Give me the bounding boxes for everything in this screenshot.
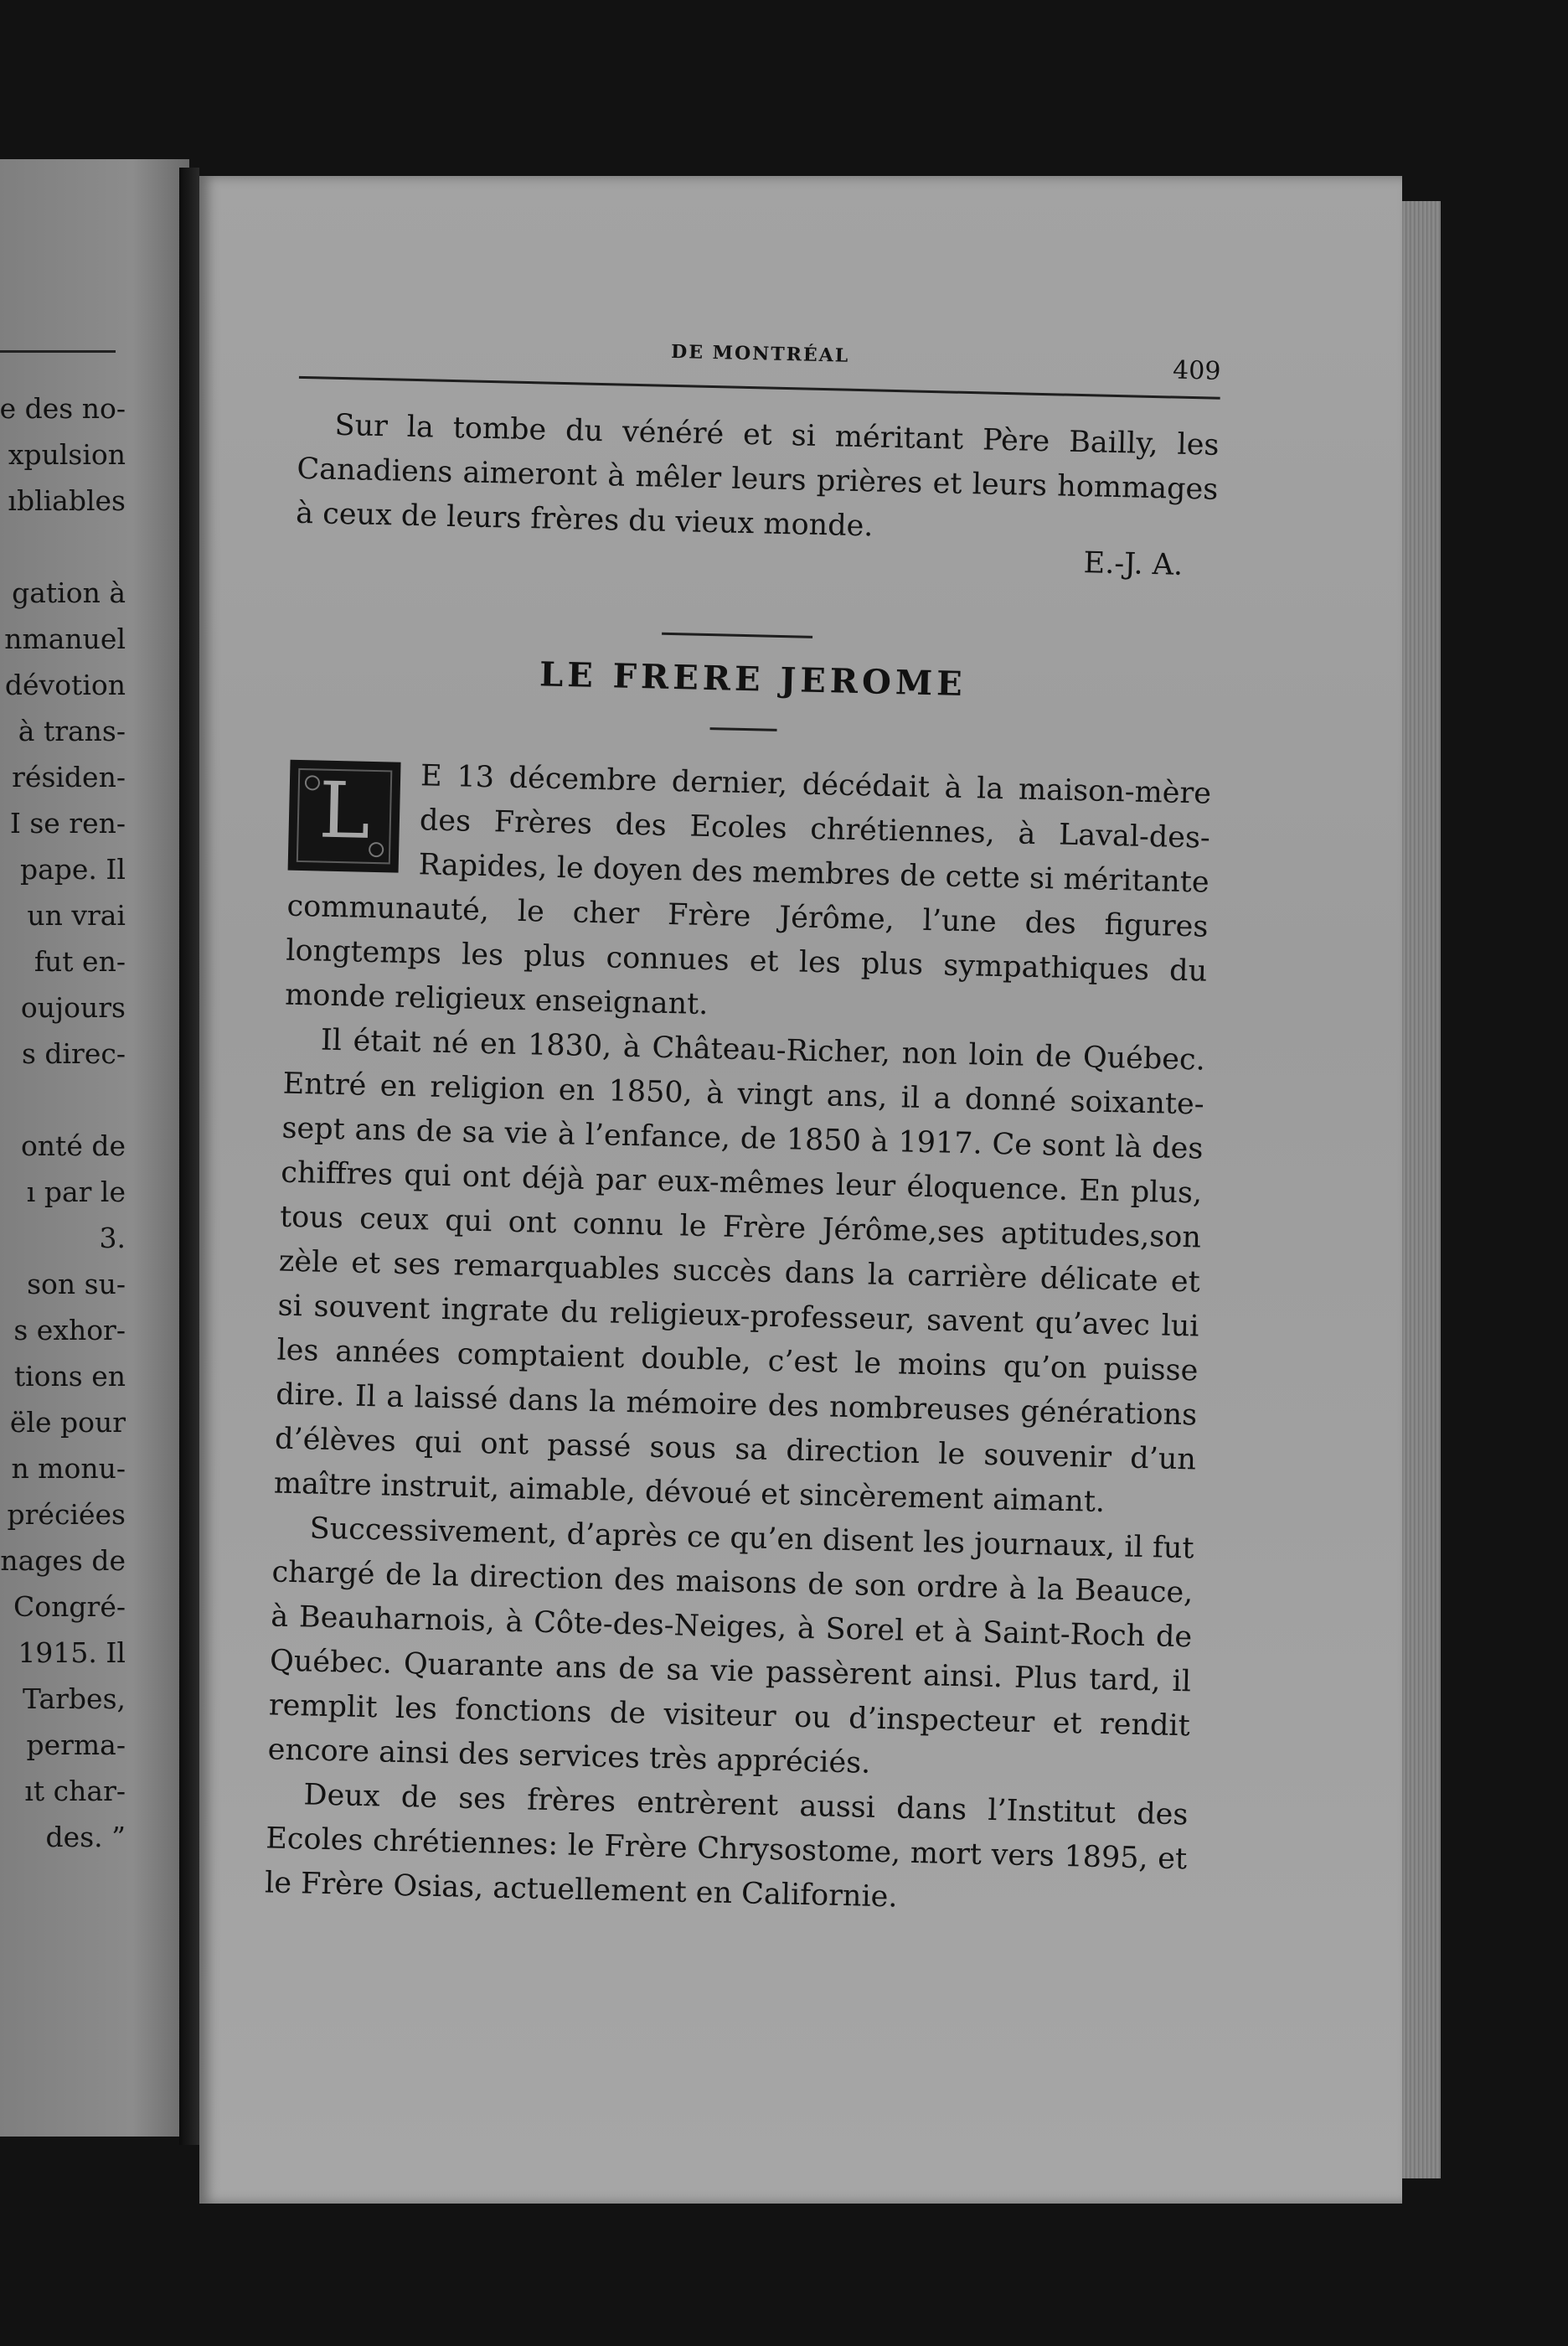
closing-paragraph: Sur la tombe du vénéré et si méritant Père Bailly, les Canadiens aimeront à mêler leurs prières et leurs hommages à ceux de leurs frères du vieux monde. <box>295 408 1220 544</box>
previous-page-line: à trans- <box>18 715 126 747</box>
previous-page-line: un vrai <box>27 899 126 932</box>
previous-page-line: Congré- <box>13 1590 126 1623</box>
previous-page-line: préciées <box>7 1498 126 1531</box>
previous-page-line: ıt char- <box>24 1775 126 1807</box>
previous-page-line: Tarbes, <box>23 1682 126 1715</box>
article-paragraph: Il était né en 1830, à Château-Richer, non loin de Québec. Entré en religion en 1850, à vingt ans, il a donné soixante-sept ans de sa vie à l’enfance, de 1850 à 1917. Ce sont là des chiffres qui ont déjà par eux-mêmes leur éloquence. En plus, tous ceux qui ont connu le Frère Jérôme,ses aptitudes,son zèle et ses remarquables succès dans la carrière délicate et si souvent ingrate du religieux-professeur, savent qu’avec lui les années comptaient double, c’est le moins qu’on puisse dire. Il a laissé dans la mémoire des nombreuses générations d’élèves qui ont passé sous sa direction le souvenir d’un maître instruit, aimable, dévoué et sincèrement aimant. <box>273 1023 1206 1519</box>
previous-page-line: e des no- <box>0 392 126 425</box>
previous-page-line: son su- <box>27 1268 126 1300</box>
running-title: DE MONTRÉAL <box>670 340 850 367</box>
previous-page-line: onté de <box>20 1129 126 1162</box>
page-content <box>157 163 1406 2217</box>
previous-page-line: ıbliables <box>8 484 126 517</box>
first-paragraph <box>285 752 1212 1039</box>
previous-page-line: 1915. Il <box>18 1636 126 1669</box>
previous-page-fragment <box>0 159 189 2137</box>
title-underline-rule <box>710 727 777 731</box>
section-separator-rule <box>662 633 812 638</box>
header-rule <box>299 376 1220 400</box>
previous-page-line: I se ren- <box>9 807 126 840</box>
article-paragraph: Successivement, d’après ce qu’en disent les journaux, il fut chargé de la direction des maisons de son ordre à la Beauce, à Beauharnois, à Côte-des-Neiges, à Sorel et à Saint-Roch de Québec. Quarante ans de sa vie passèrent ainsi. Plus tard, il remplit les fonctions de visiteur ou d’inspecteur et rendit encore ainsi des services très appréciés. <box>267 1511 1194 1780</box>
first-paragraph-text: E 13 décembre dernier, décédait à la maison-mère des Frères des Ecoles chrétiennes, à Laval-des-Rapides, le doyen des membres de cette si méritante communauté, le cher Frère Jérôme, l’une des figures longtemps les plus connues et les plus sympathiques du monde religieux enseignant. <box>284 759 1212 1022</box>
previous-page-line: dévotion <box>4 669 126 701</box>
drop-cap-letter: L <box>317 765 371 856</box>
page-stack-edge <box>1402 201 1441 2178</box>
previous-page-line: gation à <box>12 576 126 609</box>
previous-page-line: résiden- <box>12 761 126 793</box>
previous-page-line: des. ” <box>45 1821 126 1853</box>
author-signature: E.-J. A. <box>1083 546 1184 582</box>
drop-cap-initial <box>288 760 401 873</box>
article-paragraph: Deux de ses frères entrèrent aussi dans l’Institut des Ecoles chrétiennes: le Frère Chrysostome, mort vers 1895, et le Frère Osias, actuellement en Californie. <box>264 1778 1189 1915</box>
page-number: 409 <box>1172 355 1221 386</box>
book-page <box>199 176 1402 2204</box>
previous-page-rule <box>0 350 116 353</box>
previous-page-line: nmanuel <box>4 623 126 655</box>
previous-page-line: n monu- <box>11 1452 126 1485</box>
running-header <box>299 333 1221 404</box>
previous-page-line: perma- <box>26 1728 126 1761</box>
previous-page-line: nages de <box>0 1544 126 1577</box>
previous-page-line: ı par le <box>26 1176 126 1208</box>
previous-page-line: fut en- <box>34 945 126 978</box>
article-body <box>265 752 1212 1927</box>
previous-page-line: tions en <box>13 1360 126 1393</box>
previous-page-line: s exhor- <box>13 1314 126 1346</box>
previous-page-line: ële pour <box>9 1406 126 1439</box>
previous-page-line: oujours <box>20 991 126 1024</box>
previous-page-line: pape. Il <box>19 853 126 886</box>
article-title: LE FRERE JEROME <box>539 654 967 704</box>
previous-page-line: 3. <box>99 1222 126 1254</box>
previous-page-line: xpulsion <box>8 438 126 471</box>
previous-page-line: s direc- <box>21 1037 126 1070</box>
